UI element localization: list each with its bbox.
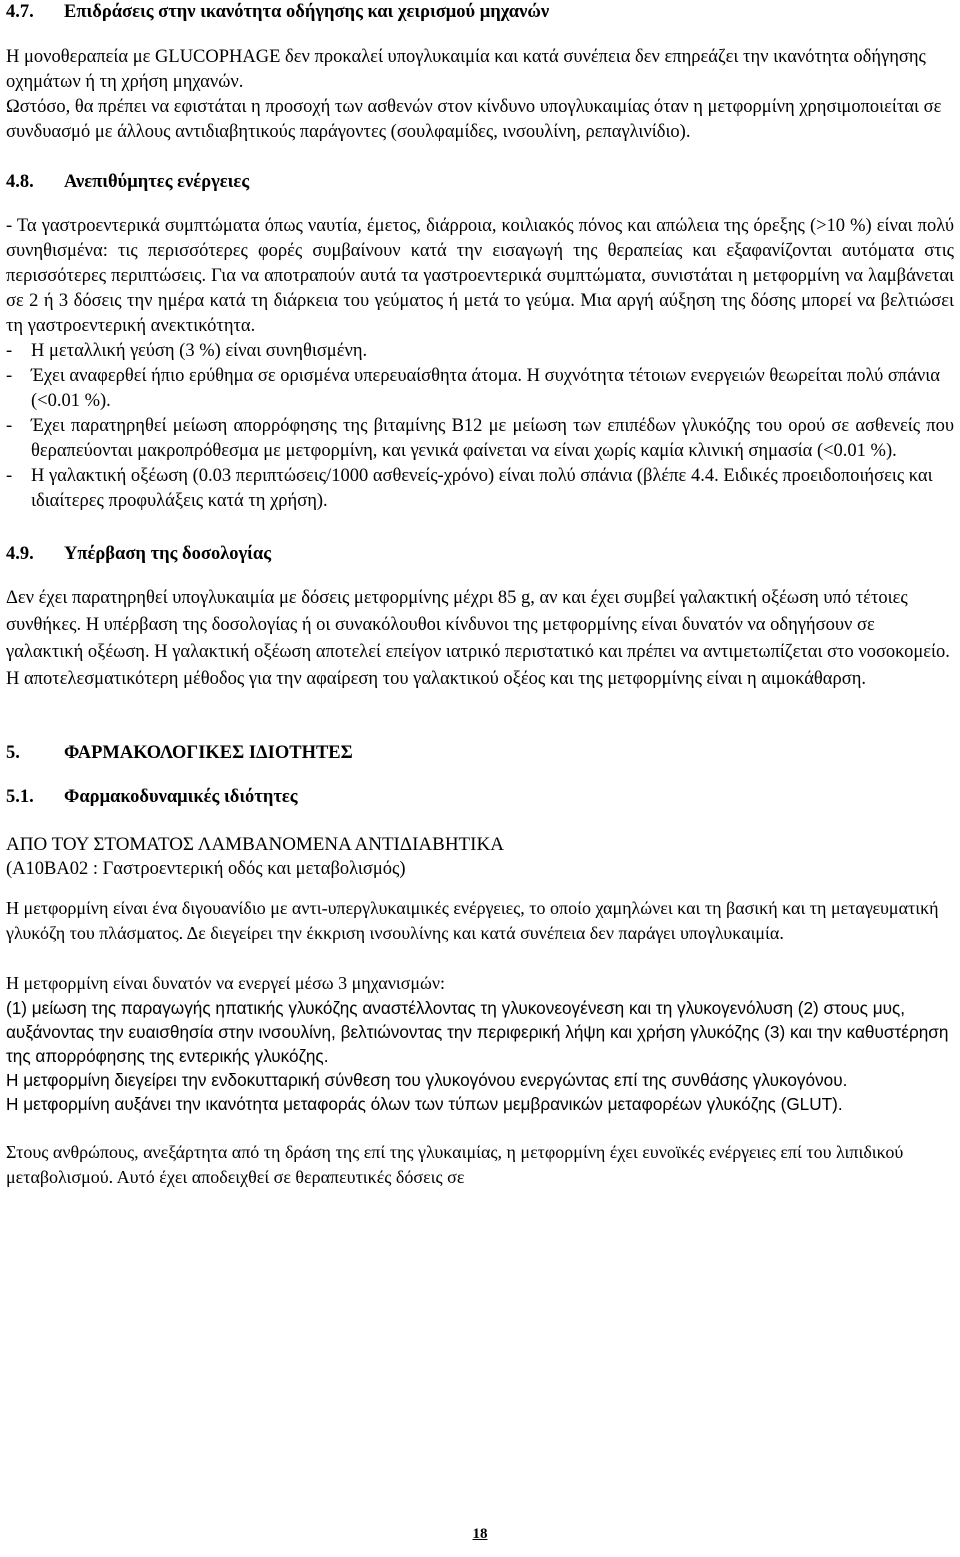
glycogen-para: Η μετφορμίνη διεγείρει την ενδοκυτταρική σύνθεση του γλυκογόνου ενεργώντας επί της συνθάσης γλυκογόνου. (6, 1070, 848, 1090)
section-4-8-heading (6, 170, 954, 195)
section-title: Φαρμακοδυναμικές ιδιότητες (64, 787, 298, 807)
section-4-7-para-1: Η μονοθεραπεία με GLUCOPHAGE δεν προκαλεί υπογλυκαιμία και κατά συνέπεια δεν επηρεάζει την ικανότητα οδήγησης οχημάτων ή τη χρήση μηχανών. (6, 47, 926, 92)
section-4-9-para: Δεν έχει παρατηρηθεί υπογλυκαιμία με δόσεις μετφορμίνης μέχρι 85 g, αν και έχει συμβεί γαλακτική οξέωση υπό τέτοιες συνθήκες. Η υπέρβαση της δοσολογίας ή οι συνακόλουθοι κίνδυνοι της μετφορμίνης είναι δυνατόν να οδηγήσουν σε γαλακτική οξέωση. Η γαλακτική οξέωση αποτελεί επείγον ιατρικό περιστατικό και πρέπει να αντιμετωπίζεται στο νοσοκομείο. Η αποτελεσματικότερη μέθοδος για την αφαίρεση του γαλακτικού οξέος και της μετφορμίνης είναι η αιμοκάθαρση. (6, 588, 950, 689)
mechanisms-intro: Η μετφορμίνη είναι δυνατόν να ενεργεί μέσω 3 μηχανισμών: (6, 973, 446, 993)
pharmacodynamics-para-1: Η μετφορμίνη είναι ένα διγουανίδιο με αντι-υπεργλυκαιμικές ενέργειες, το οποίο χαμηλώνει και τη βασική και τη μεταγευματική γλυκόζη του πλάσματος. Δε διεγείρει την έκκριση ινσουλίνης και κατά συνέπεια δεν παράγει υπογλυκαιμία. (6, 898, 939, 943)
section-5-1-heading (6, 785, 954, 810)
lipid-para: Στους ανθρώπους, ανεξάρτητα από τη δράση της επί της γλυκαιμίας, η μετφορμίνη έχει ευνοϊκές ενέργειες επί του λιπιδικού μεταβολισμού. Αυτό έχει αποδειχθεί σε θεραπευτικές δόσεις σε (6, 1142, 904, 1187)
page-number: 18 (472, 1526, 488, 1542)
section-number: 4.7. (6, 2, 34, 22)
list-dash: - (6, 416, 13, 436)
list-text: Έχει παρατηρηθεί μείωση απορρόφησης της βιταμίνης Β12 με μείωση των επιπέδων γλυκόζης του ορού σε ασθενείς που θεραπεύονται μακροπρόθεσμα με μετφορμίνη, και γενικά φαίνεται να είναι χωρίς καμία κλινική σημασία (<0.01 %). (31, 416, 954, 461)
document-page (6, 0, 954, 1190)
list-item (6, 414, 954, 464)
section-number: 4.8. (6, 172, 34, 192)
atc-code: (A10BA02 : Γαστροεντερική οδός και μεταβολισμός) (6, 859, 406, 879)
section-number: 5.1. (6, 787, 34, 807)
section-5-heading (6, 741, 954, 766)
section-title: ΦΑΡΜΑΚΟΛΟΓΙΚΕΣ ΙΔΙΟΤΗΤΕΣ (64, 743, 353, 763)
glut-para: Η μετφορμίνη αυξάνει την ικανότητα μεταφοράς όλων των τύπων μεμβρανικών μεταφορέων γλυκόζης (GLUT). (6, 1094, 843, 1114)
section-4-7-heading (6, 0, 954, 25)
list-text: Η μεταλλική γεύση (3 %) είναι συνηθισμένη. (31, 341, 368, 361)
section-title: Επιδράσεις στην ικανότητα οδήγησης και χειρισμού μηχανών (64, 2, 550, 22)
list-text: Η γαλακτική οξέωση (0.03 περιπτώσεις/1000 ασθενείς-χρόνο) είναι πολύ σπάνια (βλέπε 4.4. Ειδικές προειδοποιήσεις και ιδιαίτερες προφυλάξεις κατά τη χρήση). (31, 466, 933, 511)
section-title: Ανεπιθύμητες ενέργειες (64, 172, 250, 192)
drug-class-title: ΑΠΟ ΤΟΥ ΣΤΟΜΑΤΟΣ ΛΑΜΒΑΝΟΜΕΝΑ ΑΝΤΙΔΙΑΒΗΤΙΚΑ (6, 834, 504, 855)
list-dash: - (6, 466, 13, 486)
list-item (6, 464, 954, 514)
section-number: 4.9. (6, 544, 34, 564)
section-4-9-heading (6, 542, 954, 567)
list-item (6, 339, 954, 364)
section-4-8-intro: - Τα γαστροεντερικά συμπτώματα όπως ναυτία, έμετος, διάρροια, κοιλιακός πόνος και απώλεια της όρεξης (>10 %) είναι πολύ συνηθισμένα: τις περισσότερες φορές συμβαίνουν κατά την εισαγωγή της θεραπείας και εξαφανίζονται αυτόματα στις περισσότερες περιπτώσεις. Για να αποτραπούν αυτά τα γαστροεντερικά συμπτώματα, συνιστάται η μετφορμίνη να λαμβάνεται σε 2 ή 3 δόσεις την ημέρα κατά τη διάρκεια του γεύματος ή μετά το γεύμα. Μια αργή αύξηση της δόσης μπορεί να βελτιώσει τη γαστροεντερική ανεκτικότητα. (6, 216, 954, 336)
section-title: Υπέρβαση της δοσολογίας (64, 544, 272, 564)
list-dash: - (6, 341, 13, 361)
section-4-7-para-2: Ωστόσο, θα πρέπει να εφιστάται η προσοχή των ασθενών στον κίνδυνο υπογλυκαιμίας όταν η μετφορμίνη χρησιμοποιείται σε συνδυασμό με άλλους αντιδιαβητικούς παράγοντες (σουλφαμίδες, ινσουλίνη, ρεπαγλινίδιο). (6, 97, 942, 142)
section-number: 5. (6, 743, 20, 763)
list-text: Έχει αναφερθεί ήπιο ερύθημα σε ορισμένα υπερευαίσθητα άτομα. Η συχνότητα τέτοιων ενεργειών θεωρείται πολύ σπάνια (<0.01 %). (31, 366, 940, 411)
list-item (6, 364, 954, 414)
mechanisms-text: (1) μείωση της παραγωγής ηπατικής γλυκόζης αναστέλλοντας τη γλυκονεογένεση και τη γλυκογενόλυση (2) στους μυς, αυξάνοντας την ευαισθησία στην ινσουλίνη, βελτιώνοντας την περιφερική λήψη και χρήση γλυκόζης (3) και την καθυστέρηση της απορρόφησης της εντερικής γλυκόζης. (6, 998, 949, 1066)
list-dash: - (6, 366, 13, 386)
